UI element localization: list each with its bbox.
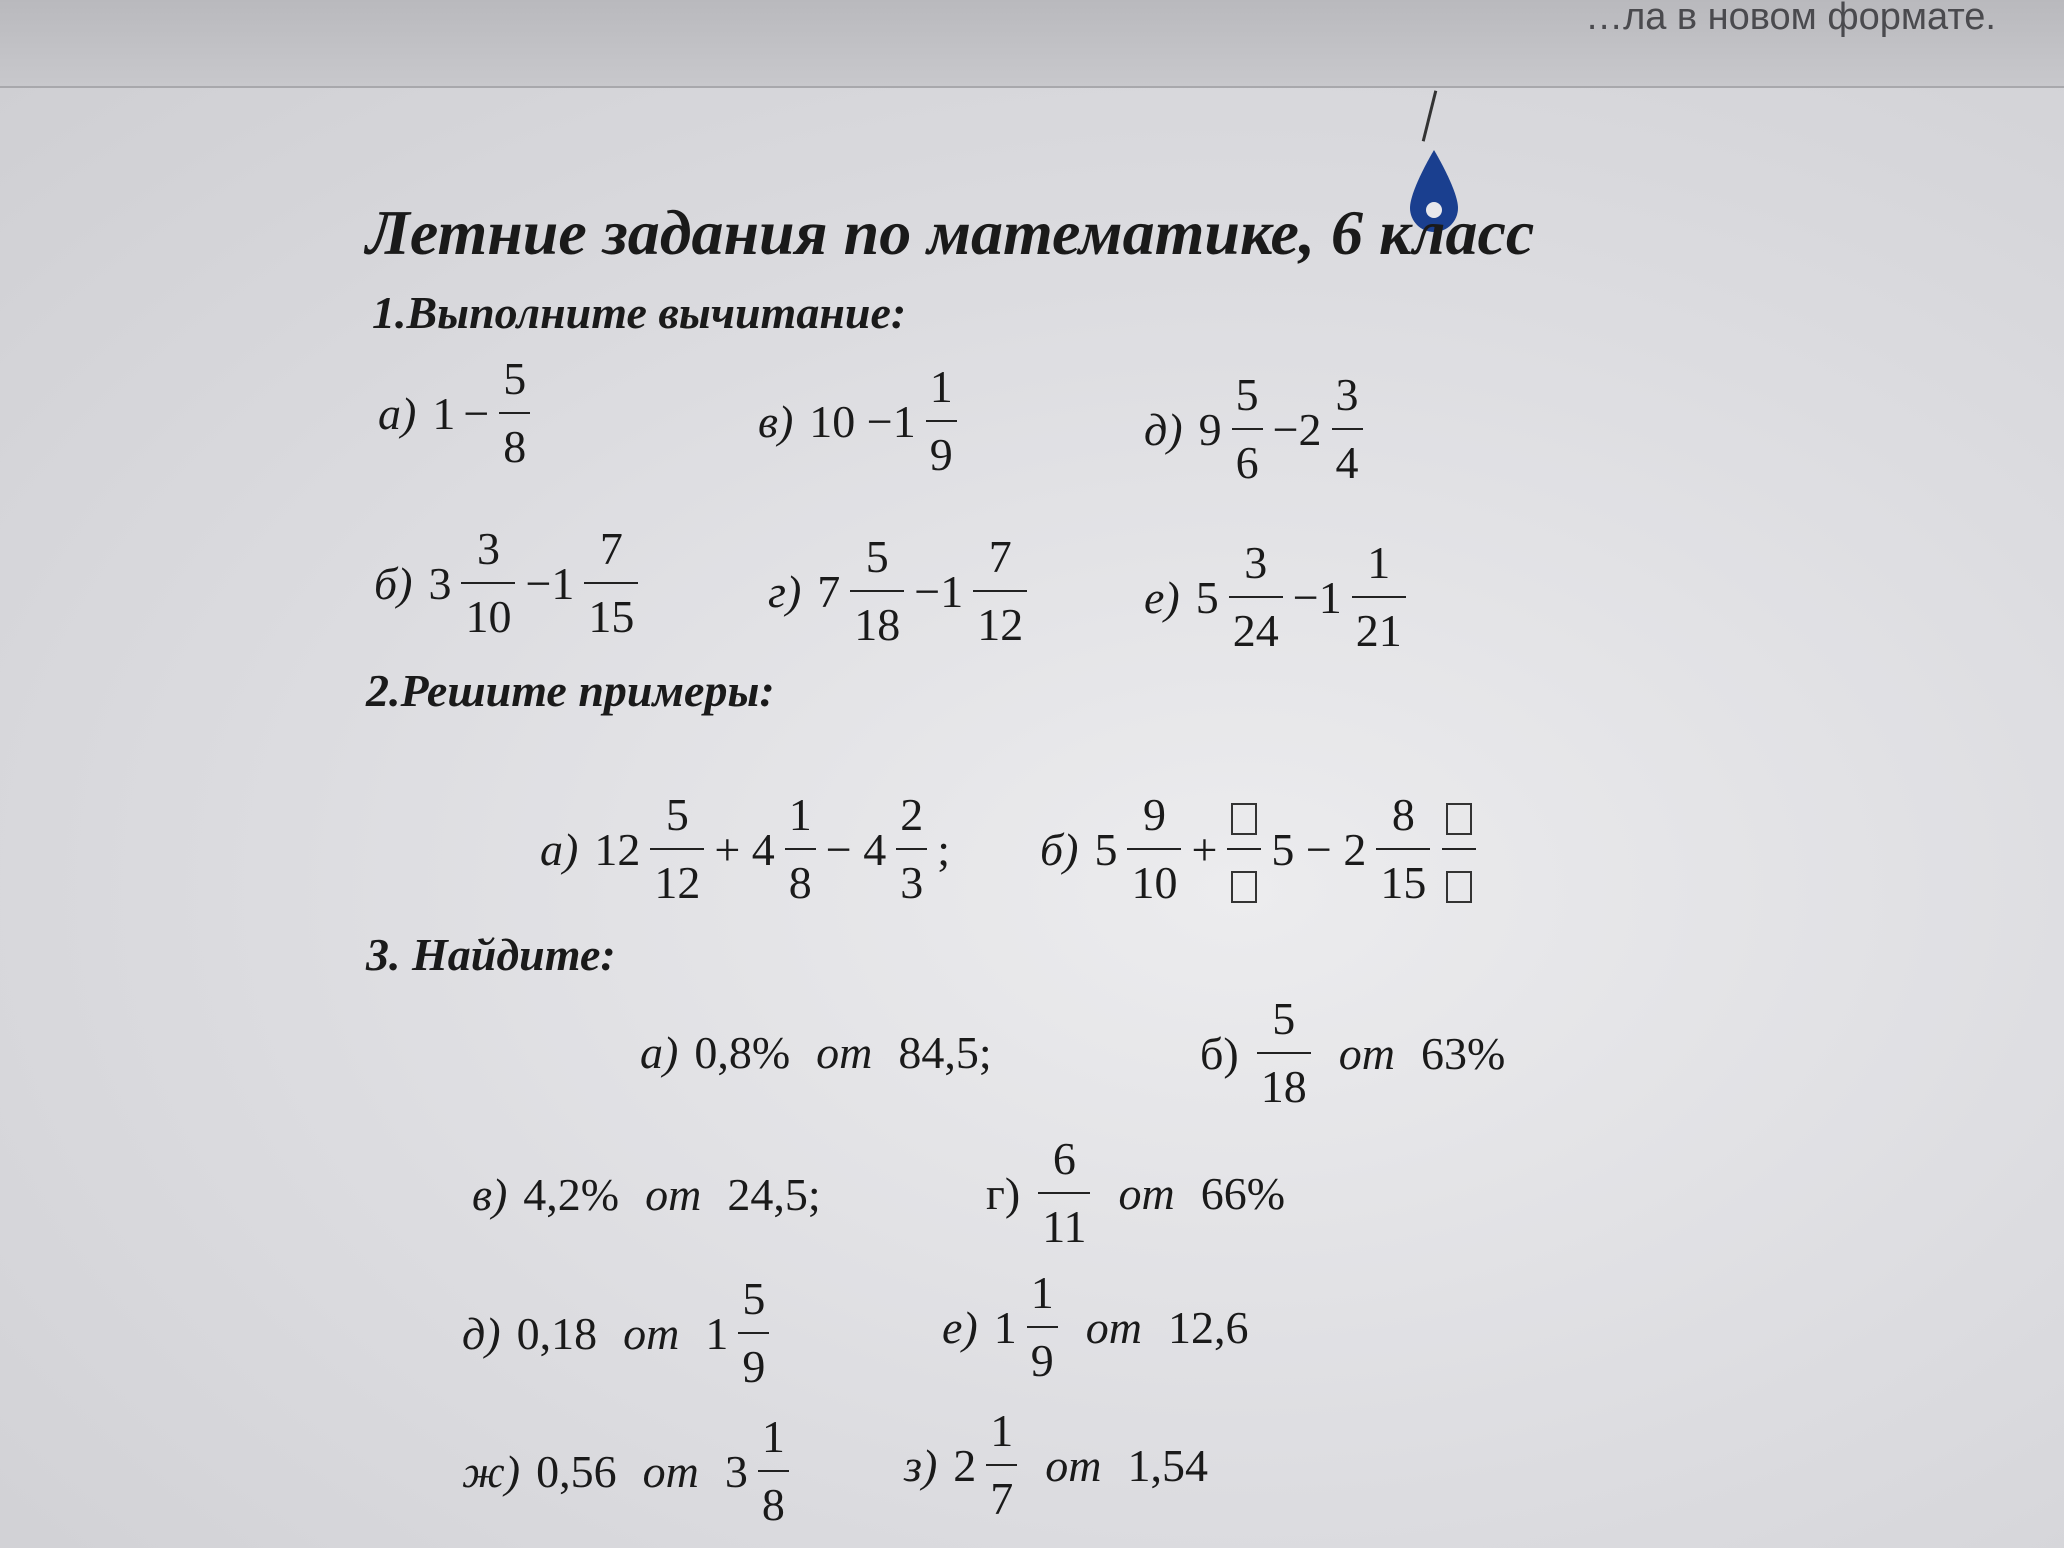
numerator: 8 xyxy=(1391,789,1415,840)
task1-v xyxy=(758,361,963,480)
numerator: 3 xyxy=(1244,537,1268,588)
fraction xyxy=(584,523,638,642)
whole-number: 1 xyxy=(705,1307,729,1359)
numerator: 6 xyxy=(1052,1133,1076,1184)
operator: −1 xyxy=(525,557,575,609)
decimal-value: 0,56 xyxy=(536,1445,617,1497)
fraction xyxy=(738,1273,769,1392)
fraction xyxy=(1229,537,1283,656)
denominator: 15 xyxy=(1376,848,1430,906)
task3-b xyxy=(1200,993,1509,1112)
denominator: 18 xyxy=(850,590,904,648)
item-label: б) xyxy=(1040,823,1079,875)
denominator: 11 xyxy=(1038,1192,1090,1250)
fraction xyxy=(926,361,957,480)
task1-a xyxy=(378,353,536,472)
item-label: г) xyxy=(768,565,802,617)
page-title: Летние задания по математике, 6 класс xyxy=(366,197,1535,268)
numerator: 5 xyxy=(503,353,527,404)
section2-heading: 2.Решите примеры: xyxy=(366,665,775,716)
item-label: б) xyxy=(374,557,413,609)
semicolon: ; xyxy=(937,823,951,875)
denominator: 21 xyxy=(1352,596,1406,654)
task3-e xyxy=(942,1267,1252,1386)
whole-number: 7 xyxy=(817,565,841,617)
missing-glyph-box xyxy=(1231,871,1257,903)
numerator: 7 xyxy=(988,531,1012,582)
task2-a xyxy=(540,789,954,908)
whole-number: 1 xyxy=(432,387,456,439)
target-value: 24,5; xyxy=(727,1169,821,1220)
of-word: от xyxy=(623,1307,680,1359)
section1-heading: 1.Выполните вычитание: xyxy=(372,287,907,338)
operator: + 4 xyxy=(714,823,775,875)
item-label: з) xyxy=(904,1439,938,1491)
expression-text: 5 − 2 xyxy=(1271,823,1367,875)
of-word: от xyxy=(1118,1167,1175,1219)
target-value: 84,5; xyxy=(898,1027,992,1078)
task3-g xyxy=(986,1133,1289,1252)
denominator: 10 xyxy=(1127,848,1181,906)
fraction xyxy=(1352,537,1406,656)
of-word: от xyxy=(816,1027,873,1078)
of-word: от xyxy=(1085,1301,1142,1353)
of-word: от xyxy=(1338,1027,1395,1079)
denominator: 18 xyxy=(1257,1052,1311,1110)
numerator: 1 xyxy=(1367,537,1391,588)
operator: −2 xyxy=(1272,403,1322,455)
task1-b xyxy=(374,523,644,642)
whole-number: 12 xyxy=(594,823,641,875)
denominator: 3 xyxy=(896,848,927,906)
task3-z xyxy=(904,1405,1212,1524)
whole-number: 9 xyxy=(1198,403,1222,455)
item-label: ж) xyxy=(462,1445,521,1497)
denominator: 9 xyxy=(1027,1326,1058,1384)
fraction xyxy=(850,531,904,650)
operator: −1 xyxy=(1292,571,1342,623)
denominator: 10 xyxy=(461,582,515,640)
section3-heading: 3. Найдите: xyxy=(366,929,616,980)
item-label: б) xyxy=(1200,1027,1239,1079)
target-value: 66% xyxy=(1200,1167,1286,1219)
denominator: 15 xyxy=(584,582,638,640)
operator: − 4 xyxy=(825,823,887,875)
numerator: 5 xyxy=(665,789,689,840)
denominator: 9 xyxy=(926,420,957,478)
denominator: 12 xyxy=(973,590,1027,648)
of-word: от xyxy=(1045,1439,1102,1491)
decimal-value: 0,18 xyxy=(516,1307,598,1359)
missing-glyph-fraction xyxy=(1227,792,1261,906)
task1-d xyxy=(1144,369,1369,488)
item-label: е) xyxy=(1144,571,1180,623)
whole-number: 5 xyxy=(1094,823,1118,875)
percent-value: 0,8% xyxy=(694,1027,791,1078)
fraction xyxy=(1376,789,1430,908)
numerator: 1 xyxy=(1030,1267,1054,1318)
item-label: д) xyxy=(1144,403,1183,455)
window-top-bar xyxy=(0,0,2064,88)
fraction xyxy=(1038,1133,1090,1252)
task1-g xyxy=(768,531,1033,650)
numerator: 7 xyxy=(599,523,623,574)
missing-glyph-fraction xyxy=(1442,792,1476,906)
task2-b xyxy=(1040,789,1482,908)
whole-number: 2 xyxy=(953,1439,977,1491)
of-word: от xyxy=(642,1445,699,1497)
operator: + xyxy=(1191,823,1218,875)
fraction xyxy=(758,1411,789,1530)
numerator: 1 xyxy=(788,789,812,840)
numerator: 3 xyxy=(476,523,500,574)
numerator: 1 xyxy=(990,1405,1014,1456)
fraction xyxy=(1027,1267,1058,1386)
fraction xyxy=(499,353,530,472)
denominator: 7 xyxy=(986,1464,1017,1522)
fraction xyxy=(785,789,816,908)
task3-a xyxy=(640,1026,996,1079)
fraction xyxy=(1232,369,1263,488)
fraction xyxy=(896,789,927,908)
whole-number: 5 xyxy=(1195,571,1219,623)
fraction xyxy=(1257,993,1311,1112)
numerator: 5 xyxy=(865,531,889,582)
target-value: 1,54 xyxy=(1127,1439,1208,1491)
numerator: 1 xyxy=(761,1411,785,1462)
fraction xyxy=(986,1405,1017,1524)
item-label: г) xyxy=(986,1167,1021,1219)
item-label: в) xyxy=(758,395,794,447)
item-label: а) xyxy=(540,823,579,875)
task3-v xyxy=(472,1168,825,1221)
denominator: 12 xyxy=(650,848,704,906)
task1-e xyxy=(1144,537,1412,656)
item-label: в) xyxy=(472,1169,508,1220)
numerator: 5 xyxy=(742,1273,766,1324)
denominator: 9 xyxy=(738,1332,769,1390)
item-label: а) xyxy=(640,1027,679,1078)
denominator: 8 xyxy=(785,848,816,906)
target-value: 63% xyxy=(1420,1027,1506,1079)
expression-text: 10 −1 xyxy=(809,395,916,447)
denominator: 4 xyxy=(1332,428,1363,486)
missing-glyph-box xyxy=(1446,871,1472,903)
whole-number: 1 xyxy=(993,1301,1017,1353)
whole-number: 3 xyxy=(428,557,452,609)
denominator: 8 xyxy=(758,1470,789,1528)
numerator: 9 xyxy=(1142,789,1166,840)
item-label: е) xyxy=(942,1301,978,1353)
of-word: от xyxy=(645,1169,702,1220)
fraction xyxy=(461,523,515,642)
operator: − xyxy=(463,387,490,439)
numerator: 3 xyxy=(1335,369,1359,420)
fraction xyxy=(1332,369,1363,488)
whole-number: 3 xyxy=(724,1445,748,1497)
missing-glyph-box xyxy=(1231,803,1257,835)
item-label: д) xyxy=(462,1307,501,1359)
denominator: 24 xyxy=(1229,596,1283,654)
target-value: 12,6 xyxy=(1167,1301,1249,1353)
percent-value: 4,2% xyxy=(523,1169,620,1220)
fraction xyxy=(1127,789,1181,908)
denominator: 6 xyxy=(1232,428,1263,486)
denominator: 8 xyxy=(499,412,530,470)
fraction xyxy=(973,531,1027,650)
top-bar-text: …ла в новом формате. xyxy=(1585,0,1996,38)
operator: −1 xyxy=(914,565,964,617)
numerator: 1 xyxy=(929,361,953,412)
numerator: 5 xyxy=(1272,993,1296,1044)
numerator: 2 xyxy=(900,789,924,840)
item-label: а) xyxy=(378,387,417,439)
fraction xyxy=(650,789,704,908)
task3-d xyxy=(462,1273,775,1392)
numerator: 5 xyxy=(1235,369,1259,420)
task3-zh xyxy=(462,1411,795,1530)
missing-glyph-box xyxy=(1446,803,1472,835)
